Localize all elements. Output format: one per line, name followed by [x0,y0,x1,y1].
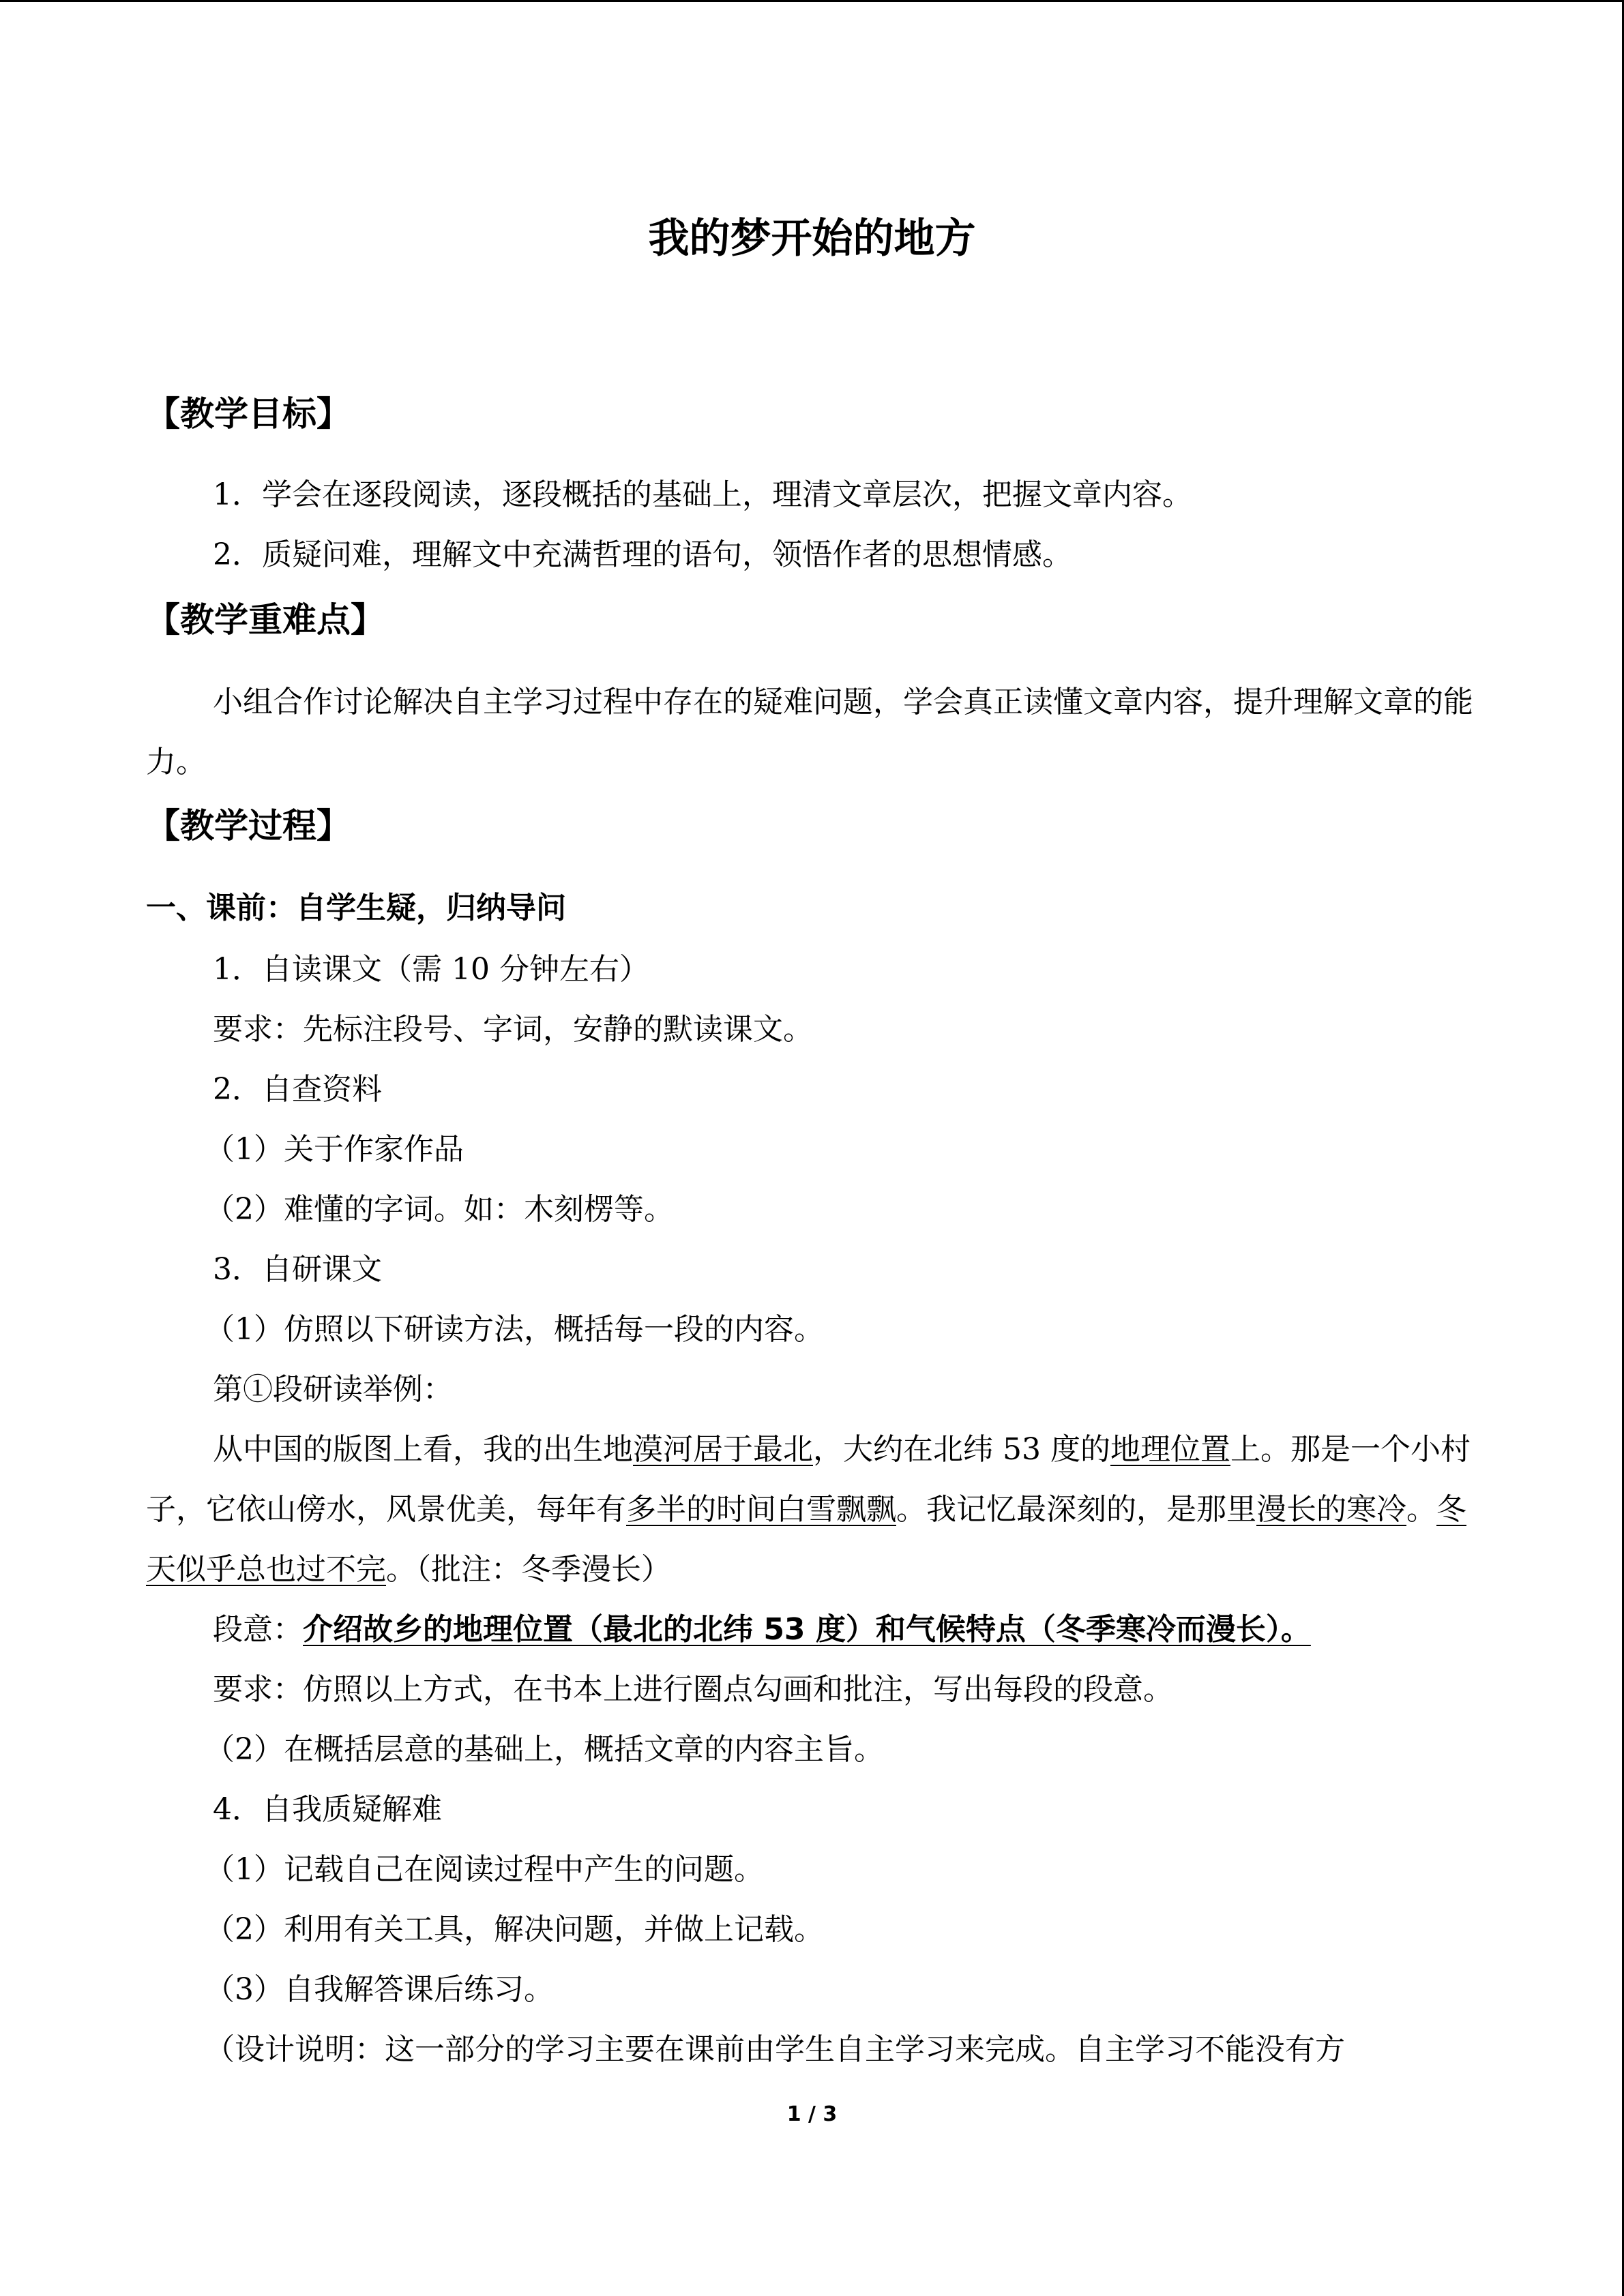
example-text-5: 。 [1406,1492,1436,1527]
example-text-2: ，大约在北纬 53 度的 [813,1432,1110,1467]
part1-title: 一、课前：自学生疑，归纳导问 [146,891,566,925]
step1-requirement: 要求：先标注段号、字词，安静的默读课文。 [213,1012,813,1047]
example-text-3: 上。那是一个小村子，它依山傍水，风景优美，每年有 [146,1432,1471,1527]
example-label: 第①段研读举例： [213,1372,453,1407]
example-underline-1: 漠河居于最北 [633,1432,813,1467]
objectives-heading: 【教学目标】 [146,394,351,434]
example-text-4: 。我记忆最深刻的，是那里 [896,1492,1256,1527]
page-number: 1 / 3 [786,2102,838,2126]
objective-item-1: 1．学会在逐段阅读，逐段概括的基础上，理清文章层次，把握文章内容。 [213,477,1192,512]
step4: 4．自我质疑解难 [213,1792,442,1827]
example-underline-2: 地理位置 [1110,1432,1230,1467]
example-paragraph [146,1420,1490,1600]
example-underline-5: 冬天似乎总也过不完 [146,1492,1466,1587]
key-points-heading: 【教学重难点】 [146,600,385,640]
process-heading: 【教学过程】 [146,806,351,846]
example-text-1: 从中国的版图上看，我的出生地 [213,1432,633,1467]
step4-item-3: （3）自我解答课后练习。 [205,1972,554,2007]
page-title: 我的梦开始的地方 [648,215,976,263]
duanyi-line [213,1600,1488,1660]
step4-item-2: （2）利用有关工具，解决问题，并做上记载。 [205,1912,824,1947]
step3: 3．自研课文 [213,1252,382,1287]
step1: 1．自读课文（需 10 分钟左右） [213,952,649,987]
step2-item-2: （2）难懂的字词。如：木刻楞等。 [205,1192,674,1227]
step2: 2．自查资料 [213,1072,382,1107]
example-text-6: 。（批注：冬季漫长） [386,1552,671,1587]
key-points-text: 小组合作讨论解决自主学习过程中存在的疑难问题，学会真正读懂文章内容，提升理解文章的能力。 [146,685,1473,779]
step4-item-1: （1）记载自己在阅读过程中产生的问题。 [205,1852,764,1887]
example-underline-4: 漫长的寒冷 [1256,1492,1406,1527]
step3-item-2: （2）在概括层意的基础上，概括文章的内容主旨。 [205,1732,884,1767]
step2-item-1: （1）关于作家作品 [205,1132,464,1167]
example-underline-3: 多半的时间白雪飘飘 [626,1492,896,1527]
design-note: （设计说明：这一部分的学习主要在课前由学生自主学习来完成。自主学习不能没有方 [205,2032,1345,2067]
objective-item-2: 2．质疑问难，理解文中充满哲理的语句，领悟作者的思想情感。 [213,537,1072,572]
duanyi-label: 段意： [213,1612,303,1647]
duanyi-text: 介绍故乡的地理位置（最北的北纬 53 度）和气候特点（冬季寒冷而漫长）。 [303,1612,1311,1647]
step3-item-1: （1）仿照以下研读方法，概括每一段的内容。 [205,1312,824,1347]
step3-requirement: 要求：仿照以上方式，在书本上进行圈点勾画和批注，写出每段的段意。 [213,1672,1173,1707]
